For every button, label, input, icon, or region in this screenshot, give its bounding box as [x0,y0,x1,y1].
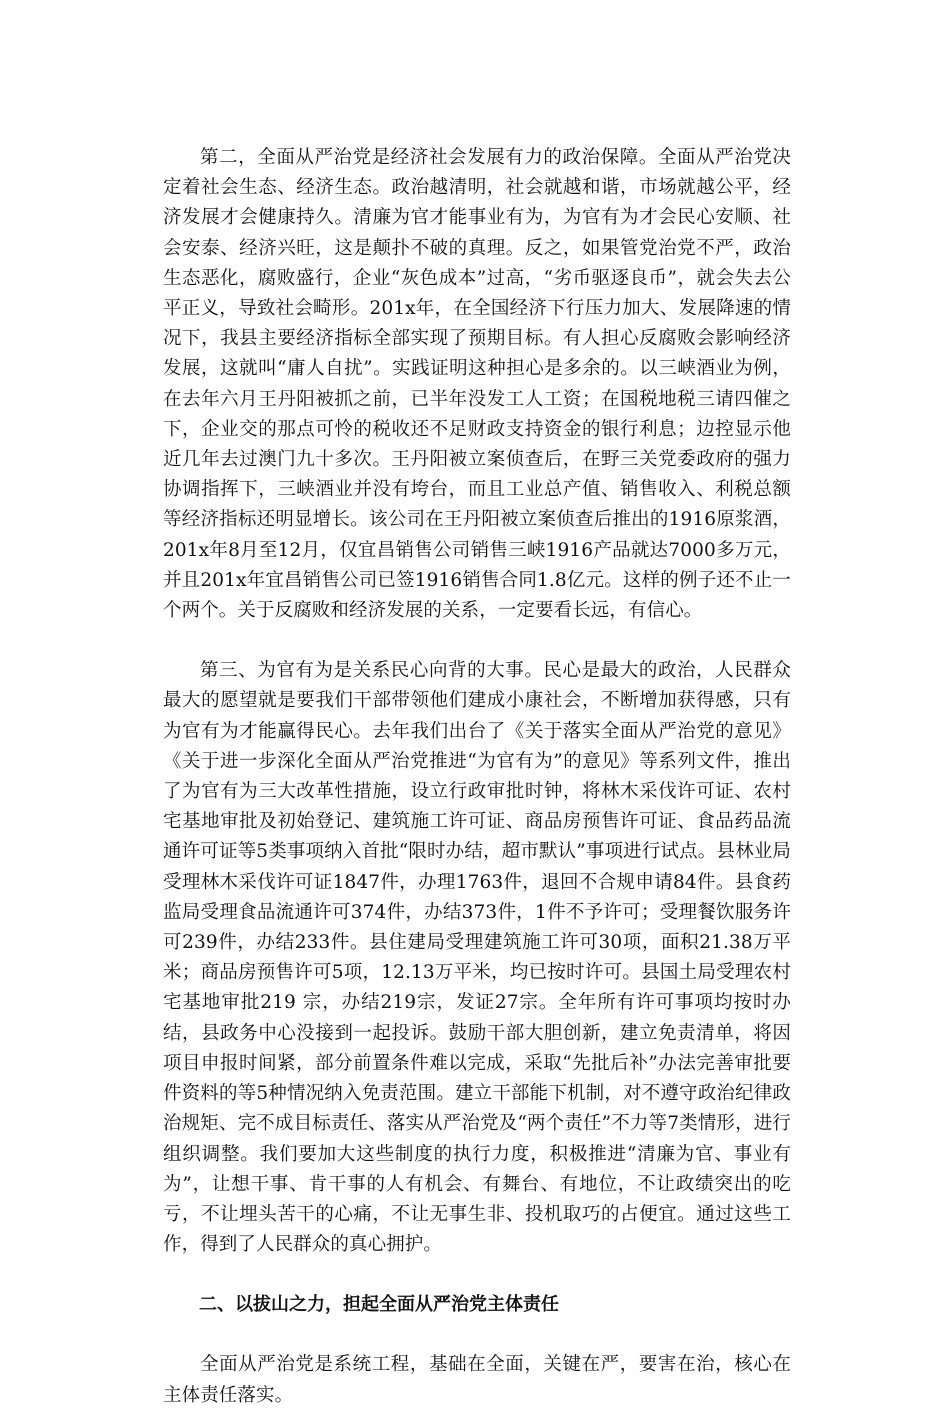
paragraph-spacer [163,1320,791,1350]
paragraph-systematic-project: 全面从严治党是系统工程，基础在全面，关键在严，要害在治，核心在主体责任落实。 [163,1354,791,1406]
paragraph-spacer [163,1260,791,1290]
paragraph-spacer [163,626,791,656]
document-page [163,143,791,1411]
paragraph-economic-guarantee: 第二，全面从严治党是经济社会发展有力的政治保障。全面从严治党决定着社会生态、经济生态。政治越清明，社会就越和谐，市场就越公平，经济发展才会健康持久。清廉为官才能事业有为，为官有为才会民心安顺、社会安泰、经济兴旺，这是颠扑不破的真理。反之，如果管党治党不严，政治生态恶化，腐败盛行，企业“灰色成本”过高，“劣币驱逐良币”，就会失去公平正义，导致社会畸形。201x年，在全国经济下行压力加大、发展降速的情况下，我县主要经济指标全部实现了预期目标。有人担心反腐败会影响经济发展，这就叫“庸人自扰”。实践证明这种担心是多余的。以三峡酒业为例，在去年六月王丹阳被抓之前，已半年没发工人工资；在国税地税三请四催之下，企业交的那点可怜的税收还不足财政支持资金的银行利息；边控显示他近几年去过澳门九十多次。王丹阳被立案侦查后，在野三关党委政府的强力协调指挥下，三峡酒业并没有垮台，而且工业总产值、销售收入、利税总额等经济指标还明显增长。该公司在王丹阳被立案侦查后推出的1916原浆酒，201x年8月至12月，仅宜昌销售公司销售三峡1916产品就达7000多万元，并且201x年宜昌销售公司已签1916销售合同1.8亿元。这样的例子还不止一个两个。关于反腐败和经济发展的关系，一定要看长远，有信心。 [163,147,791,622]
section-heading: 二、以拔山之力，担起全面从严治党主体责任 [199,1294,559,1316]
paragraph-public-support: 第三、为官有为是关系民心向背的大事。民心是最大的政治，人民群众最大的愿望就是要我们干部带领他们建成小康社会，不断增加获得感，只有为官有为才能赢得民心。去年我们出台了《关于落实全面从严治党的意见》《关于进一步深化全面从严治党推进“为官有为”的意见》等系列文件，推出了为官有为三大改革性措施，设立行政审批时钟，将林木采伐许可证、农村宅基地审批及初始登记、建筑施工许可证、商品房预售许可证、食品药品流通许可证等5类事项纳入首批“限时办结，超市默认”事项进行试点。县林业局受理林木采伐许可证1847件，办理1763件，退回不合规申请84件。县食药监局受理食品流通许可374件，办结373件，1件不予许可；受理餐饮服务许可239件，办结233件。县住建局受理建筑施工许可30项，面积21.38万平米；商品房预售许可5项，12.13万平米，均已按时许可。县国土局受理农村宅基地审批219 宗，办结219宗，发证27宗。全年所有许可事项均按时办结，县政务中心没接到一起投诉。鼓励干部大胆创新，建立免责清单，将因项目申报时间紧，部分前置条件难以完成，采取“先批后补”办法完善审批要件资料的等5种情况纳入免责范围。建立干部能下机制，对不遵守政治纪律政治规矩、完不成目标责任、落实从严治党及“两个责任”不力等7类情形，进行组织调整。我们要加大这些制度的执行力度，积极推进“清廉为官、事业有为”，让想干事、肯干事的人有机会、有舞台、有地位，不让政绩突出的吃亏，不让埋头苦干的心痛，不让无事生非、投机取巧的占便宜。通过这些工作，得到了人民群众的真心拥护。 [163,660,791,1256]
